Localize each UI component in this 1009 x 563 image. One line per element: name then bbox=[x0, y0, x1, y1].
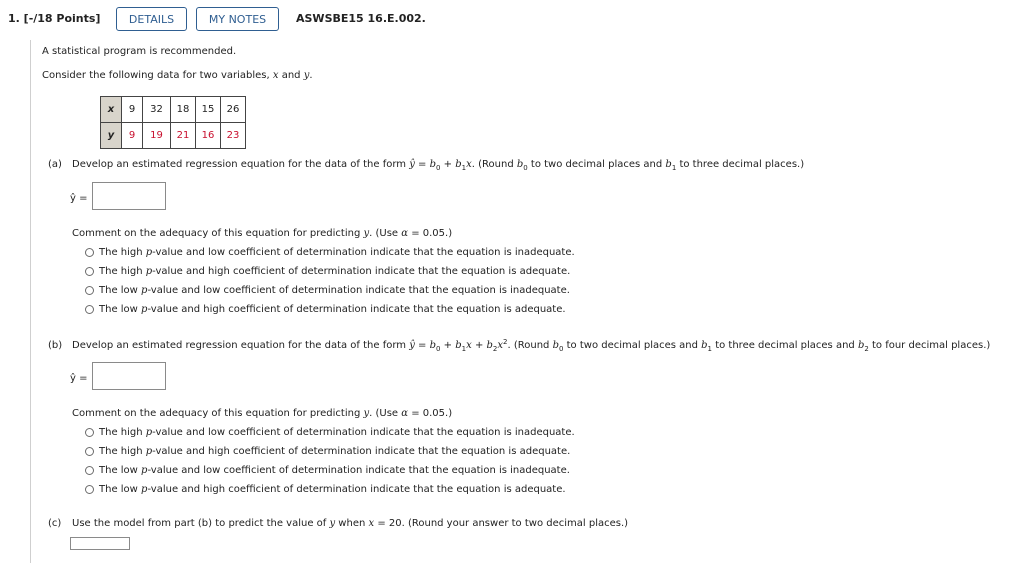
my-notes-button[interactable]: MY NOTES bbox=[196, 7, 279, 31]
x-value: 32 bbox=[143, 97, 171, 123]
y-label: y bbox=[101, 123, 122, 149]
x-label: x bbox=[101, 97, 122, 123]
part-a-label: (a) bbox=[48, 159, 62, 170]
x-value: 26 bbox=[221, 97, 246, 123]
part-b-option-radio[interactable] bbox=[85, 485, 94, 494]
part-a-option-label: The low p-value and high coefficient of determination indicate that the equation is adequate. bbox=[99, 304, 566, 315]
x-value: 15 bbox=[196, 97, 221, 123]
question-number: 1. [-/18 Points] bbox=[8, 12, 101, 25]
consider-text: Consider the following data for two variables, x and y. bbox=[42, 70, 313, 81]
part-b-option-radio[interactable] bbox=[85, 447, 94, 456]
part-a-option-radio[interactable] bbox=[85, 267, 94, 276]
part-a-option-label: The high p-value and high coefficient of determination indicate that the equation is adequate. bbox=[99, 266, 571, 277]
part-a-option-radio[interactable] bbox=[85, 248, 94, 257]
x-value: 9 bbox=[122, 97, 143, 123]
problem-code: ASWSBE15 16.E.002. bbox=[296, 12, 426, 25]
data-table bbox=[100, 96, 246, 149]
y-value: 21 bbox=[171, 123, 196, 149]
part-a-yhat: ŷ = bbox=[70, 193, 88, 204]
left-divider bbox=[30, 40, 31, 563]
part-b-label: (b) bbox=[48, 340, 63, 351]
part-b-text: Develop an estimated regression equation for the data of the form ŷ = $b_0 + b_1x + b_2x^2$. (Round $b_0$ to two decimal places and $b_1$ to three decimal places and $b_2$ to four decimal places.) bbox=[72, 338, 991, 353]
part-b-option-radio[interactable] bbox=[85, 428, 94, 437]
y-value: 9 bbox=[122, 123, 143, 149]
table-row-y bbox=[101, 123, 246, 149]
part-a-option-label: The high p-value and low coefficient of determination indicate that the equation is inadequate. bbox=[99, 247, 575, 258]
y-value: 16 bbox=[196, 123, 221, 149]
x-value: 18 bbox=[171, 97, 196, 123]
part-b-option-radio[interactable] bbox=[85, 466, 94, 475]
details-button[interactable]: DETAILS bbox=[116, 7, 187, 31]
part-c-prediction-input[interactable] bbox=[70, 537, 130, 550]
part-b-equation-input[interactable] bbox=[92, 362, 166, 390]
part-b-option-label: The high p-value and high coefficient of determination indicate that the equation is adequate. bbox=[99, 446, 571, 457]
part-a-option-radio[interactable] bbox=[85, 286, 94, 295]
part-b-option-label: The low p-value and high coefficient of determination indicate that the equation is adequate. bbox=[99, 484, 566, 495]
part-a-equation-input[interactable] bbox=[92, 182, 166, 210]
y-value: 19 bbox=[143, 123, 171, 149]
part-b-option-label: The high p-value and low coefficient of determination indicate that the equation is inadequate. bbox=[99, 427, 575, 438]
part-b-yhat: ŷ = bbox=[70, 373, 88, 384]
table-row-x bbox=[101, 97, 246, 123]
part-a-text: Develop an estimated regression equation for the data of the form ŷ = $b_0 + b_1x$. (Round $b_0$ to two decimal places and $b_1$ to three decimal places.) bbox=[72, 159, 805, 172]
part-a-comment: Comment on the adequacy of this equation for predicting y. (Use α = 0.05.) bbox=[72, 228, 453, 239]
part-c-label: (c) bbox=[48, 518, 62, 529]
part-b-comment: Comment on the adequacy of this equation for predicting y. (Use α = 0.05.) bbox=[72, 408, 453, 419]
part-b-option-label: The low p-value and low coefficient of determination indicate that the equation is inadequate. bbox=[99, 465, 570, 476]
part-a-option-label: The low p-value and low coefficient of determination indicate that the equation is inadequate. bbox=[99, 285, 570, 296]
y-value: 23 bbox=[221, 123, 246, 149]
part-a-option-radio[interactable] bbox=[85, 305, 94, 314]
part-c-text: Use the model from part (b) to predict the value of y when x = 20. (Round your answer to two decimal places.) bbox=[72, 518, 629, 529]
program-note: A statistical program is recommended. bbox=[42, 46, 237, 57]
